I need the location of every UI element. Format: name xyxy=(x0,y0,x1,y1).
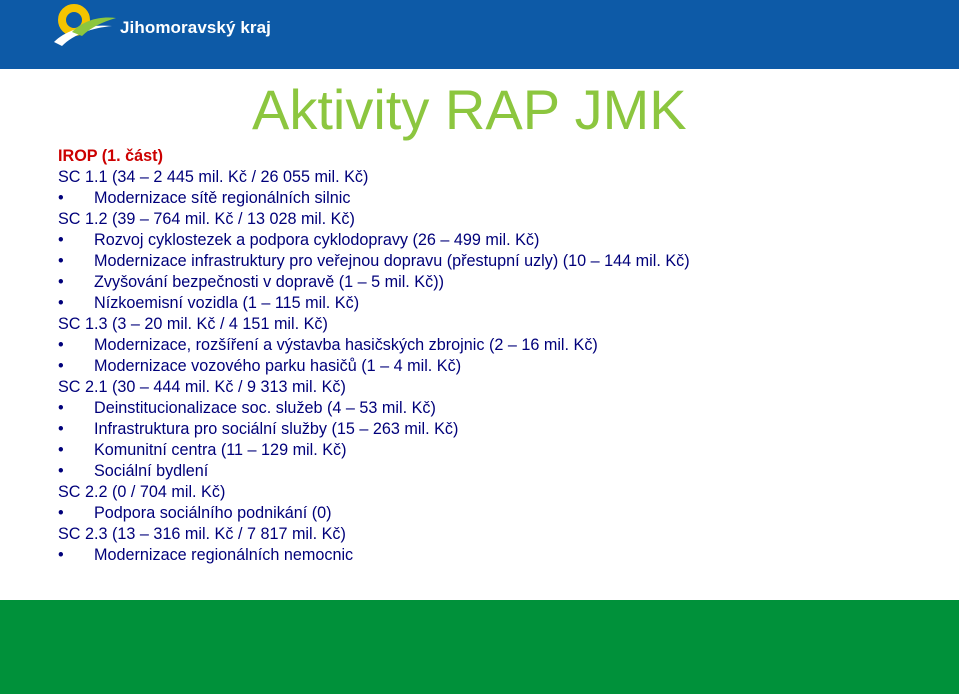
bullet-icon: • xyxy=(58,273,64,291)
line-text: Infrastruktura pro sociální služby (15 – 263 mil. Kč) xyxy=(94,420,459,438)
bullet-item xyxy=(58,398,938,419)
specific-objective-line xyxy=(58,314,938,335)
bullet-icon: • xyxy=(58,462,64,480)
bullet-item xyxy=(58,440,938,461)
bullet-icon: • xyxy=(58,336,64,354)
specific-objective-line xyxy=(58,167,938,188)
header-bar xyxy=(0,0,959,69)
line-text: SC 2.2 (0 / 704 mil. Kč) xyxy=(58,483,226,501)
bullet-item xyxy=(58,356,938,377)
specific-objective-line xyxy=(58,209,938,230)
line-text: SC 2.1 (30 – 444 mil. Kč / 9 313 mil. Kč) xyxy=(58,378,346,396)
specific-objective-line xyxy=(58,524,938,545)
line-text: Modernizace sítě regionálních silnic xyxy=(94,189,351,207)
bullet-item xyxy=(58,419,938,440)
bullet-icon: • xyxy=(58,294,64,312)
bullet-item xyxy=(58,230,938,251)
bullet-item xyxy=(58,461,938,482)
bullet-icon: • xyxy=(58,399,64,417)
section-heading xyxy=(58,146,938,167)
bullet-icon: • xyxy=(58,441,64,459)
line-text: IROP (1. část) xyxy=(58,147,163,165)
content-list xyxy=(58,146,938,566)
line-text: Modernizace vozového parku hasičů (1 – 4 mil. Kč) xyxy=(94,357,462,375)
line-text: Rozvoj cyklostezek a podpora cyklodopravy (26 – 499 mil. Kč) xyxy=(94,231,540,249)
line-text: Zvyšování bezpečnosti v dopravě (1 – 5 mil. Kč)) xyxy=(94,273,444,291)
line-text: Komunitní centra (11 – 129 mil. Kč) xyxy=(94,441,347,459)
line-text: SC 2.3 (13 – 316 mil. Kč / 7 817 mil. Kč) xyxy=(58,525,346,543)
jmk-logo-icon xyxy=(52,2,118,48)
specific-objective-line xyxy=(58,377,938,398)
line-text: Podpora sociálního podnikání (0) xyxy=(94,504,332,522)
line-text: Sociální bydlení xyxy=(94,462,209,480)
line-text: SC 1.2 (39 – 764 mil. Kč / 13 028 mil. Kč) xyxy=(58,210,355,228)
bullet-icon: • xyxy=(58,189,64,207)
line-text: Modernizace infrastruktury pro veřejnou dopravu (přestupní uzly) (10 – 144 mil. Kč) xyxy=(94,252,690,270)
line-text: Modernizace regionálních nemocnic xyxy=(94,546,354,564)
line-text: SC 1.1 (34 – 2 445 mil. Kč / 26 055 mil. Kč) xyxy=(58,168,369,186)
line-text: Nízkoemisní vozidla (1 – 115 mil. Kč) xyxy=(94,294,360,312)
line-text: Deinstitucionalizace soc. služeb (4 – 53 mil. Kč) xyxy=(94,399,436,417)
bullet-item xyxy=(58,293,938,314)
bullet-icon: • xyxy=(58,546,64,564)
line-text: Modernizace, rozšíření a výstavba hasičských zbrojnic (2 – 16 mil. Kč) xyxy=(94,336,598,354)
bullet-item xyxy=(58,188,938,209)
bullet-item xyxy=(58,251,938,272)
bullet-item xyxy=(58,503,938,524)
bullet-icon: • xyxy=(58,504,64,522)
specific-objective-line xyxy=(58,482,938,503)
bullet-icon: • xyxy=(58,357,64,375)
bullet-item xyxy=(58,272,938,293)
bullet-item xyxy=(58,335,938,356)
bullet-icon: • xyxy=(58,231,64,249)
bullet-icon: • xyxy=(58,420,64,438)
line-text: SC 1.3 (3 – 20 mil. Kč / 4 151 mil. Kč) xyxy=(58,315,328,333)
slide-title: Aktivity RAP JMK xyxy=(252,78,687,141)
footer-bar xyxy=(0,600,959,694)
bullet-icon: • xyxy=(58,252,64,270)
bullet-item xyxy=(58,545,938,566)
brand-name: Jihomoravský kraj xyxy=(120,18,272,37)
